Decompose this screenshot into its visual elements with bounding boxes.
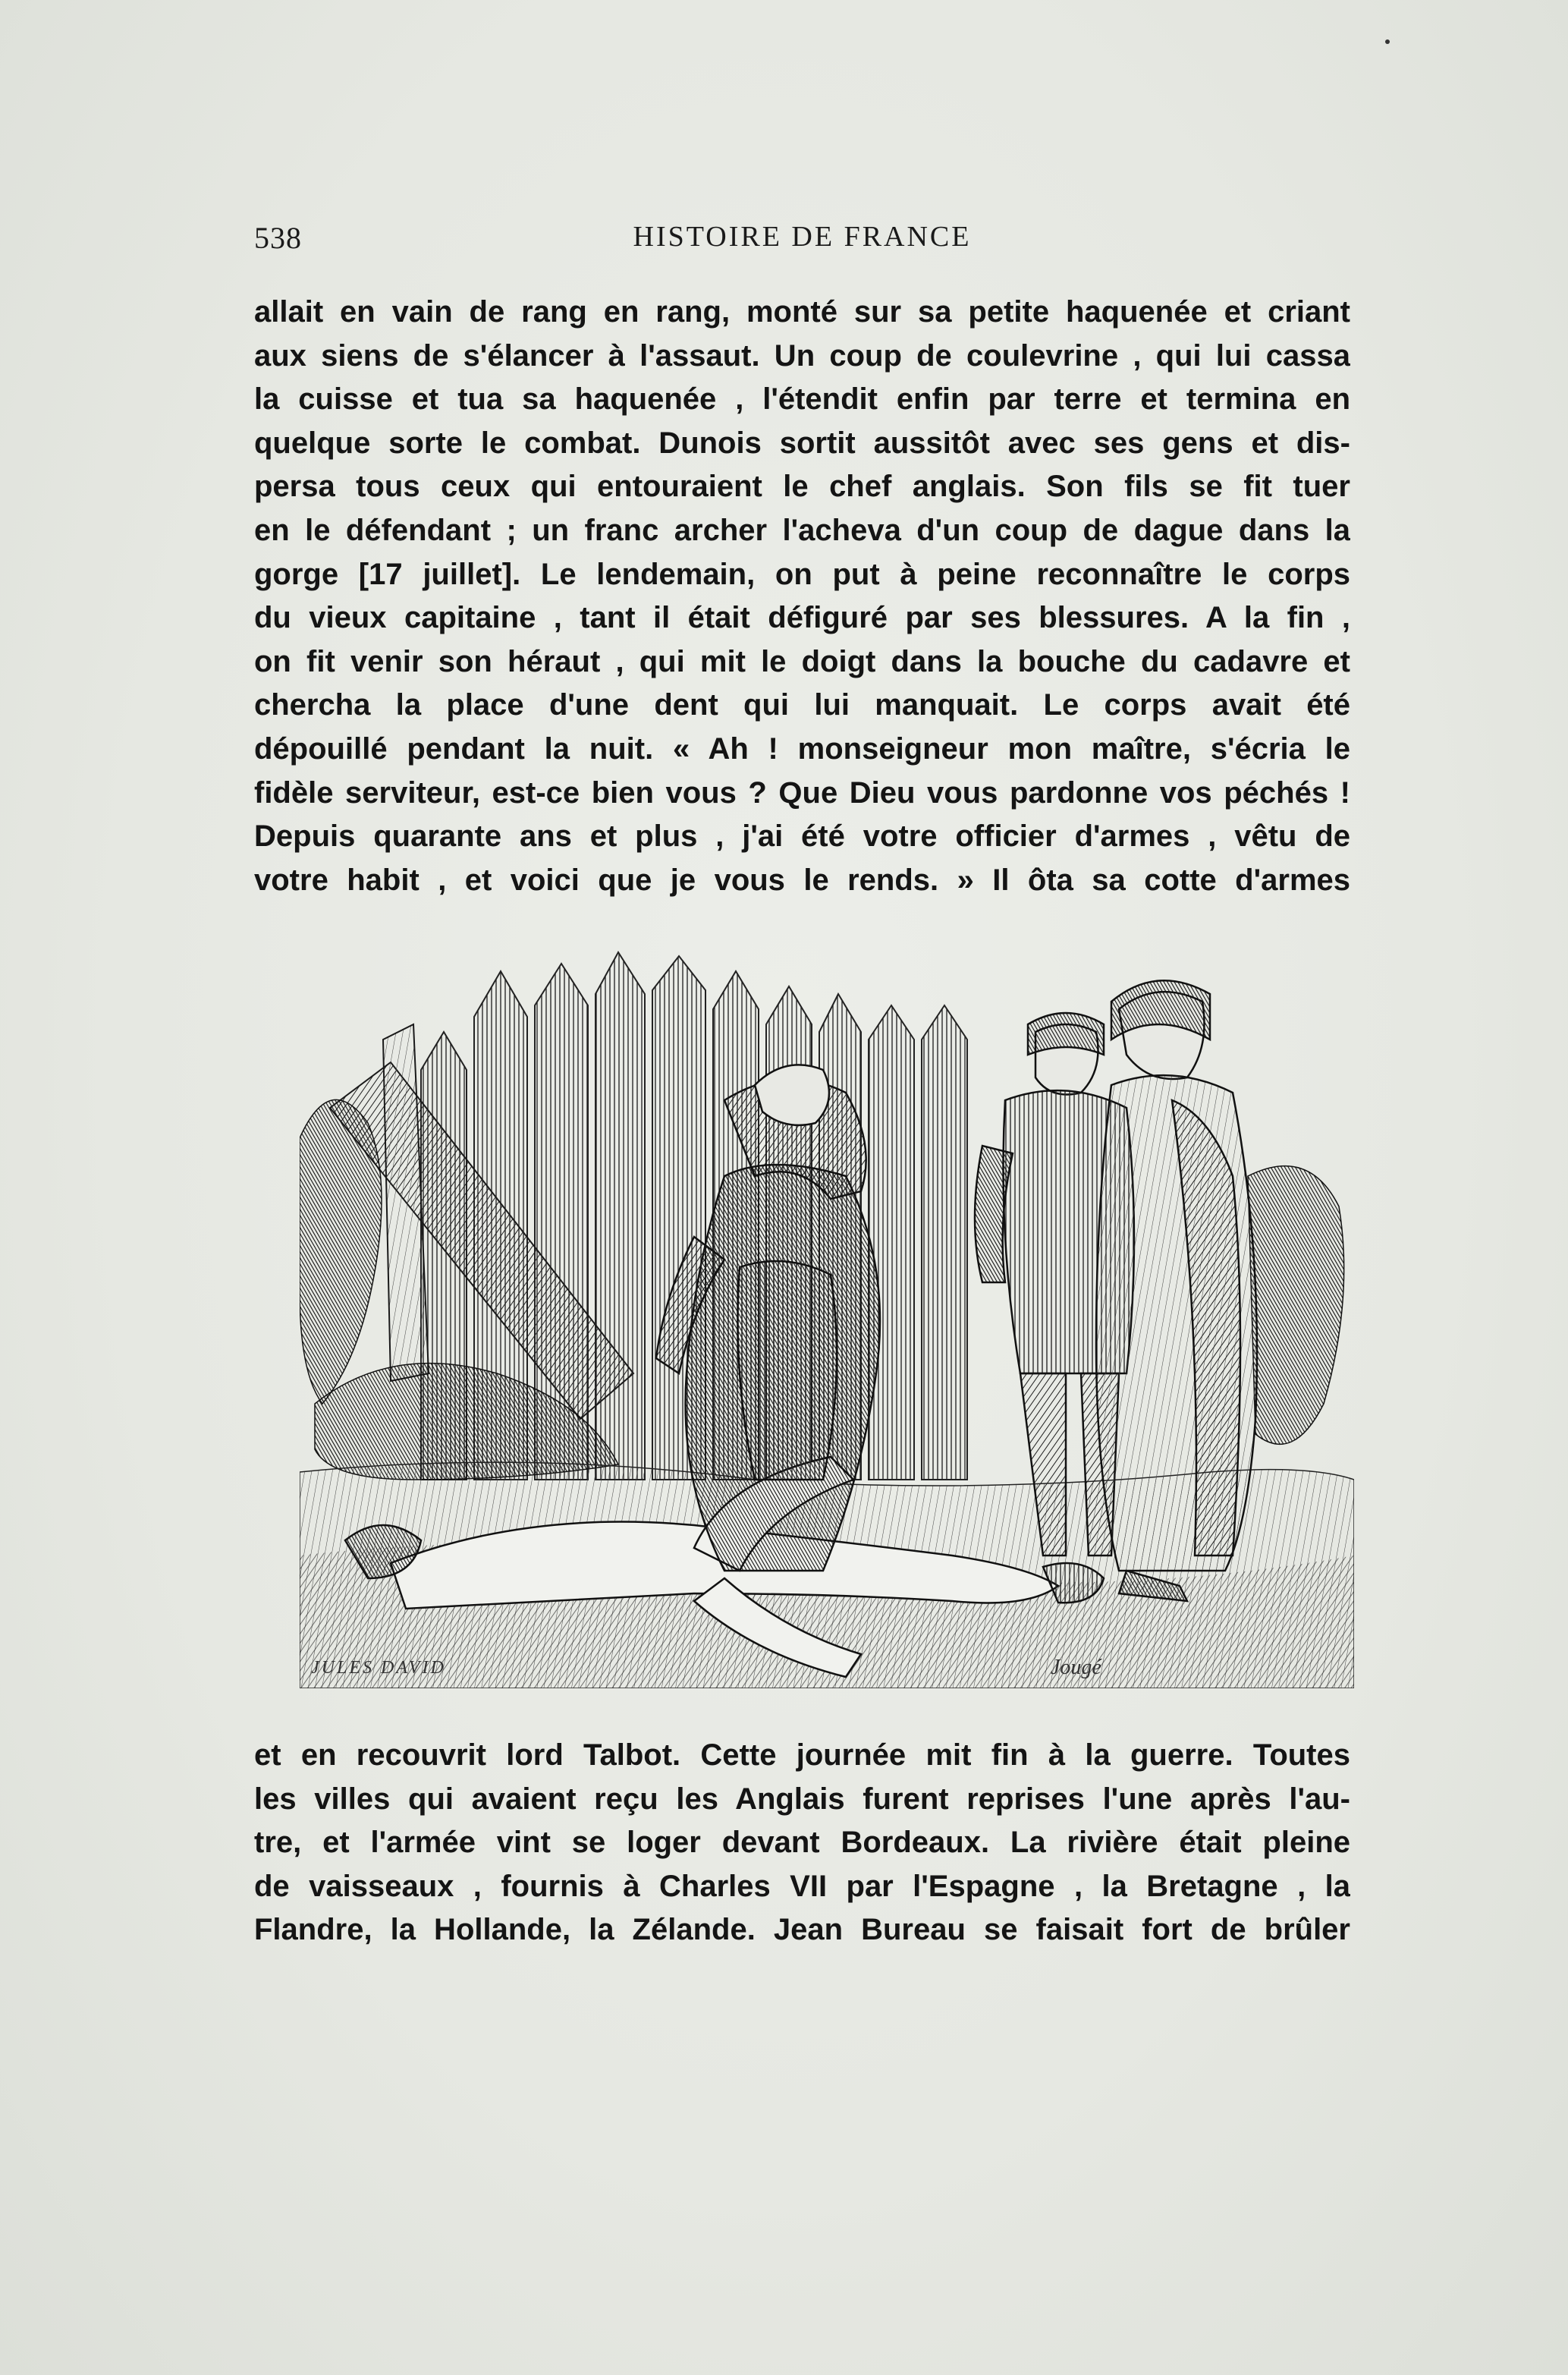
engraving-svg <box>300 948 1354 1688</box>
text-line: la cuisse et tua sa haquenée , l'étendit enfin par terre et termina en <box>254 382 1350 417</box>
text-line: du vieux capitaine , tant il était défiguré par ses blessures. A la fin , <box>254 601 1350 635</box>
text-line: fidèle serviteur, est-ce bien vous ? Que Dieu vous pardonne vos péchés ! <box>254 775 1350 810</box>
text-line: Flandre, la Hollande, la Zélande. Jean Bureau se faisait fort de brûler <box>254 1913 1350 1947</box>
page-number: 538 <box>254 221 302 255</box>
text-line: en le défendant ; un franc archer l'acheva d'un coup de dague dans la <box>254 513 1350 547</box>
engraver-signature: Jougé <box>1051 1656 1101 1679</box>
text-line: on fit venir son héraut , qui mit le doigt dans la bouche du cadavre et <box>254 644 1350 678</box>
text-line: de vaisseaux , fournis à Charles VII par l'Espagne , la Bretagne , la <box>254 1869 1350 1903</box>
text-line: chercha la place d'une dent qui lui manquait. Le corps avait été <box>254 688 1350 722</box>
text-line: les villes qui avaient reçu les Anglais furent reprises l'une après l'au- <box>254 1782 1350 1816</box>
text-line: votre habit , et voici que je vous le rends. » Il ôta sa cotte d'armes <box>254 863 1350 897</box>
robed-figure <box>1096 980 1257 1601</box>
text-line: aux siens de s'élancer à l'assaut. Un coup de coulevrine , qui lui cassa <box>254 338 1350 373</box>
engraving-illustration <box>300 948 1354 1688</box>
text-line: tre, et l'armée vint se loger devant Bordeaux. La rivière était pleine <box>254 1826 1350 1860</box>
text-line: dépouillé pendant la nuit. « Ah ! monseigneur mon maître, s'écria le <box>254 731 1350 766</box>
text-line: et en recouvrit lord Talbot. Cette journée mit fin à la guerre. Toutes <box>254 1738 1350 1772</box>
running-title: HISTOIRE DE FRANCE <box>633 221 972 253</box>
text-line: gorge [17 juillet]. Le lendemain, on put à peine reconnaître le corps <box>254 557 1350 591</box>
illustrator-signature: JULES DAVID <box>311 1658 446 1678</box>
ink-speck <box>1385 39 1390 44</box>
body-text-bottom <box>254 1734 1350 1952</box>
running-head <box>254 220 1350 266</box>
body-text-top <box>254 291 1350 902</box>
text-line: quelque sorte le combat. Dunois sortit aussitôt avec ses gens et dis- <box>254 426 1350 460</box>
text-line: allait en vain de rang en rang, monté sur sa petite haquenée et criant <box>254 295 1350 329</box>
text-line: persa tous ceux qui entouraient le chef anglais. Son fils se fit tuer <box>254 470 1350 504</box>
text-line: Depuis quarante ans et plus , j'ai été votre officier d'armes , vêtu de <box>254 819 1350 854</box>
